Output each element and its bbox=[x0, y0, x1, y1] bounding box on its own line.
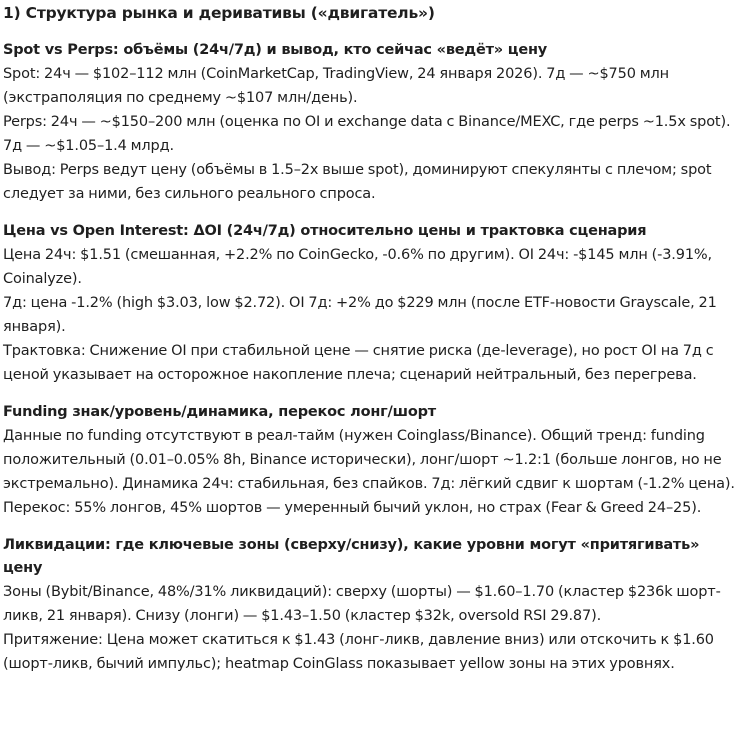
liquidations-title: Ликвидации: где ключевые зоны (сверху/снизу), какие уровни могут «притягивать» цену bbox=[3, 537, 700, 576]
zones-paragraph: Зоны (Bybit/Binance, 48%/31% ликвидаций): сверху (шорты) — $1.60–1.70 (кластер $236k шорт-ликв, 21 января). Снизу (лонги) — $1.43–1.50 (кластер $32k, oversold RSI 29.87). bbox=[3, 584, 721, 624]
attraction-paragraph: Притяжение: Цена может скатиться к $1.43 (лонг-ликв, давление вниз) или отскочить к $1.60 (шорт-ликв, бычий импульс); heatmap CoinGlass показывает yellow зоны на этих уровнях. bbox=[3, 632, 714, 672]
funding-paragraph: Данные по funding отсутствуют в реал-тайм (нужен Coinglass/Binance). Общий тренд: funding положительный (0.01–0.05% 8h, Binance исторически), лонг/шорт ~1.2:1 (больше лонгов, но не экстремально). Динамика 24ч: стабильная, без спайков. 7д: лёгкий сдвиг к шортам (-1.2% цена). Перекос: 55% лонгов, 45% шортов — умеренный бычий уклон, но страх (Fear & Greed 24–25). bbox=[3, 428, 735, 516]
conclusion-paragraph: Вывод: Perps ведут цену (объёмы в 1.5–2x выше spot), доминируют спекулянты с плечом; spot следует за ними, без сильного реального спроса. bbox=[3, 162, 712, 202]
spot-vs-perps-section bbox=[3, 39, 740, 206]
price-vs-oi-section bbox=[3, 220, 740, 387]
funding-title: Funding знак/уровень/динамика, перекос лонг/шорт bbox=[3, 404, 436, 420]
interpretation-paragraph: Трактовка: Снижение OI при стабильной цене — снятие риска (де-leverage), но рост OI на 7д с ценой указывает на осторожное накопление плеча; сценарий нейтральный, без перегрева. bbox=[3, 343, 714, 383]
price-24h-paragraph: Цена 24ч: $1.51 (смешанная, +2.2% по CoinGecko, -0.6% по другим). OI 24ч: -$145 млн (-3.91%, Coinalyze). bbox=[3, 247, 713, 287]
perps-paragraph: Perps: 24ч — ~$150–200 млн (оценка по OI и exchange data с Binance/MEXC, где perps ~1.5x spot). 7д — ~$1.05–1.4 млрд. bbox=[3, 114, 731, 154]
price-vs-oi-title: Цена vs Open Interest: ΔOI (24ч/7д) относительно цены и трактовка сценария bbox=[3, 223, 647, 239]
liquidations-section bbox=[3, 534, 740, 676]
funding-section bbox=[3, 401, 740, 520]
spot-vs-perps-title: Spot vs Perps: объёмы (24ч/7д) и вывод, кто сейчас «ведёт» цену bbox=[3, 42, 548, 58]
price-7d-paragraph: 7д: цена -1.2% (high $3.03, low $2.72). OI 7д: +2% до $229 млн (после ETF-новости Grayscale, 21 января). bbox=[3, 295, 717, 335]
section-heading: 1) Структура рынка и деривативы («двигатель») bbox=[3, 4, 435, 22]
spot-paragraph: Spot: 24ч — $102–112 млн (CoinMarketCap, TradingView, 24 января 2026). 7д — ~$750 млн (экстраполяция по среднему ~$107 млн/день). bbox=[3, 66, 669, 106]
